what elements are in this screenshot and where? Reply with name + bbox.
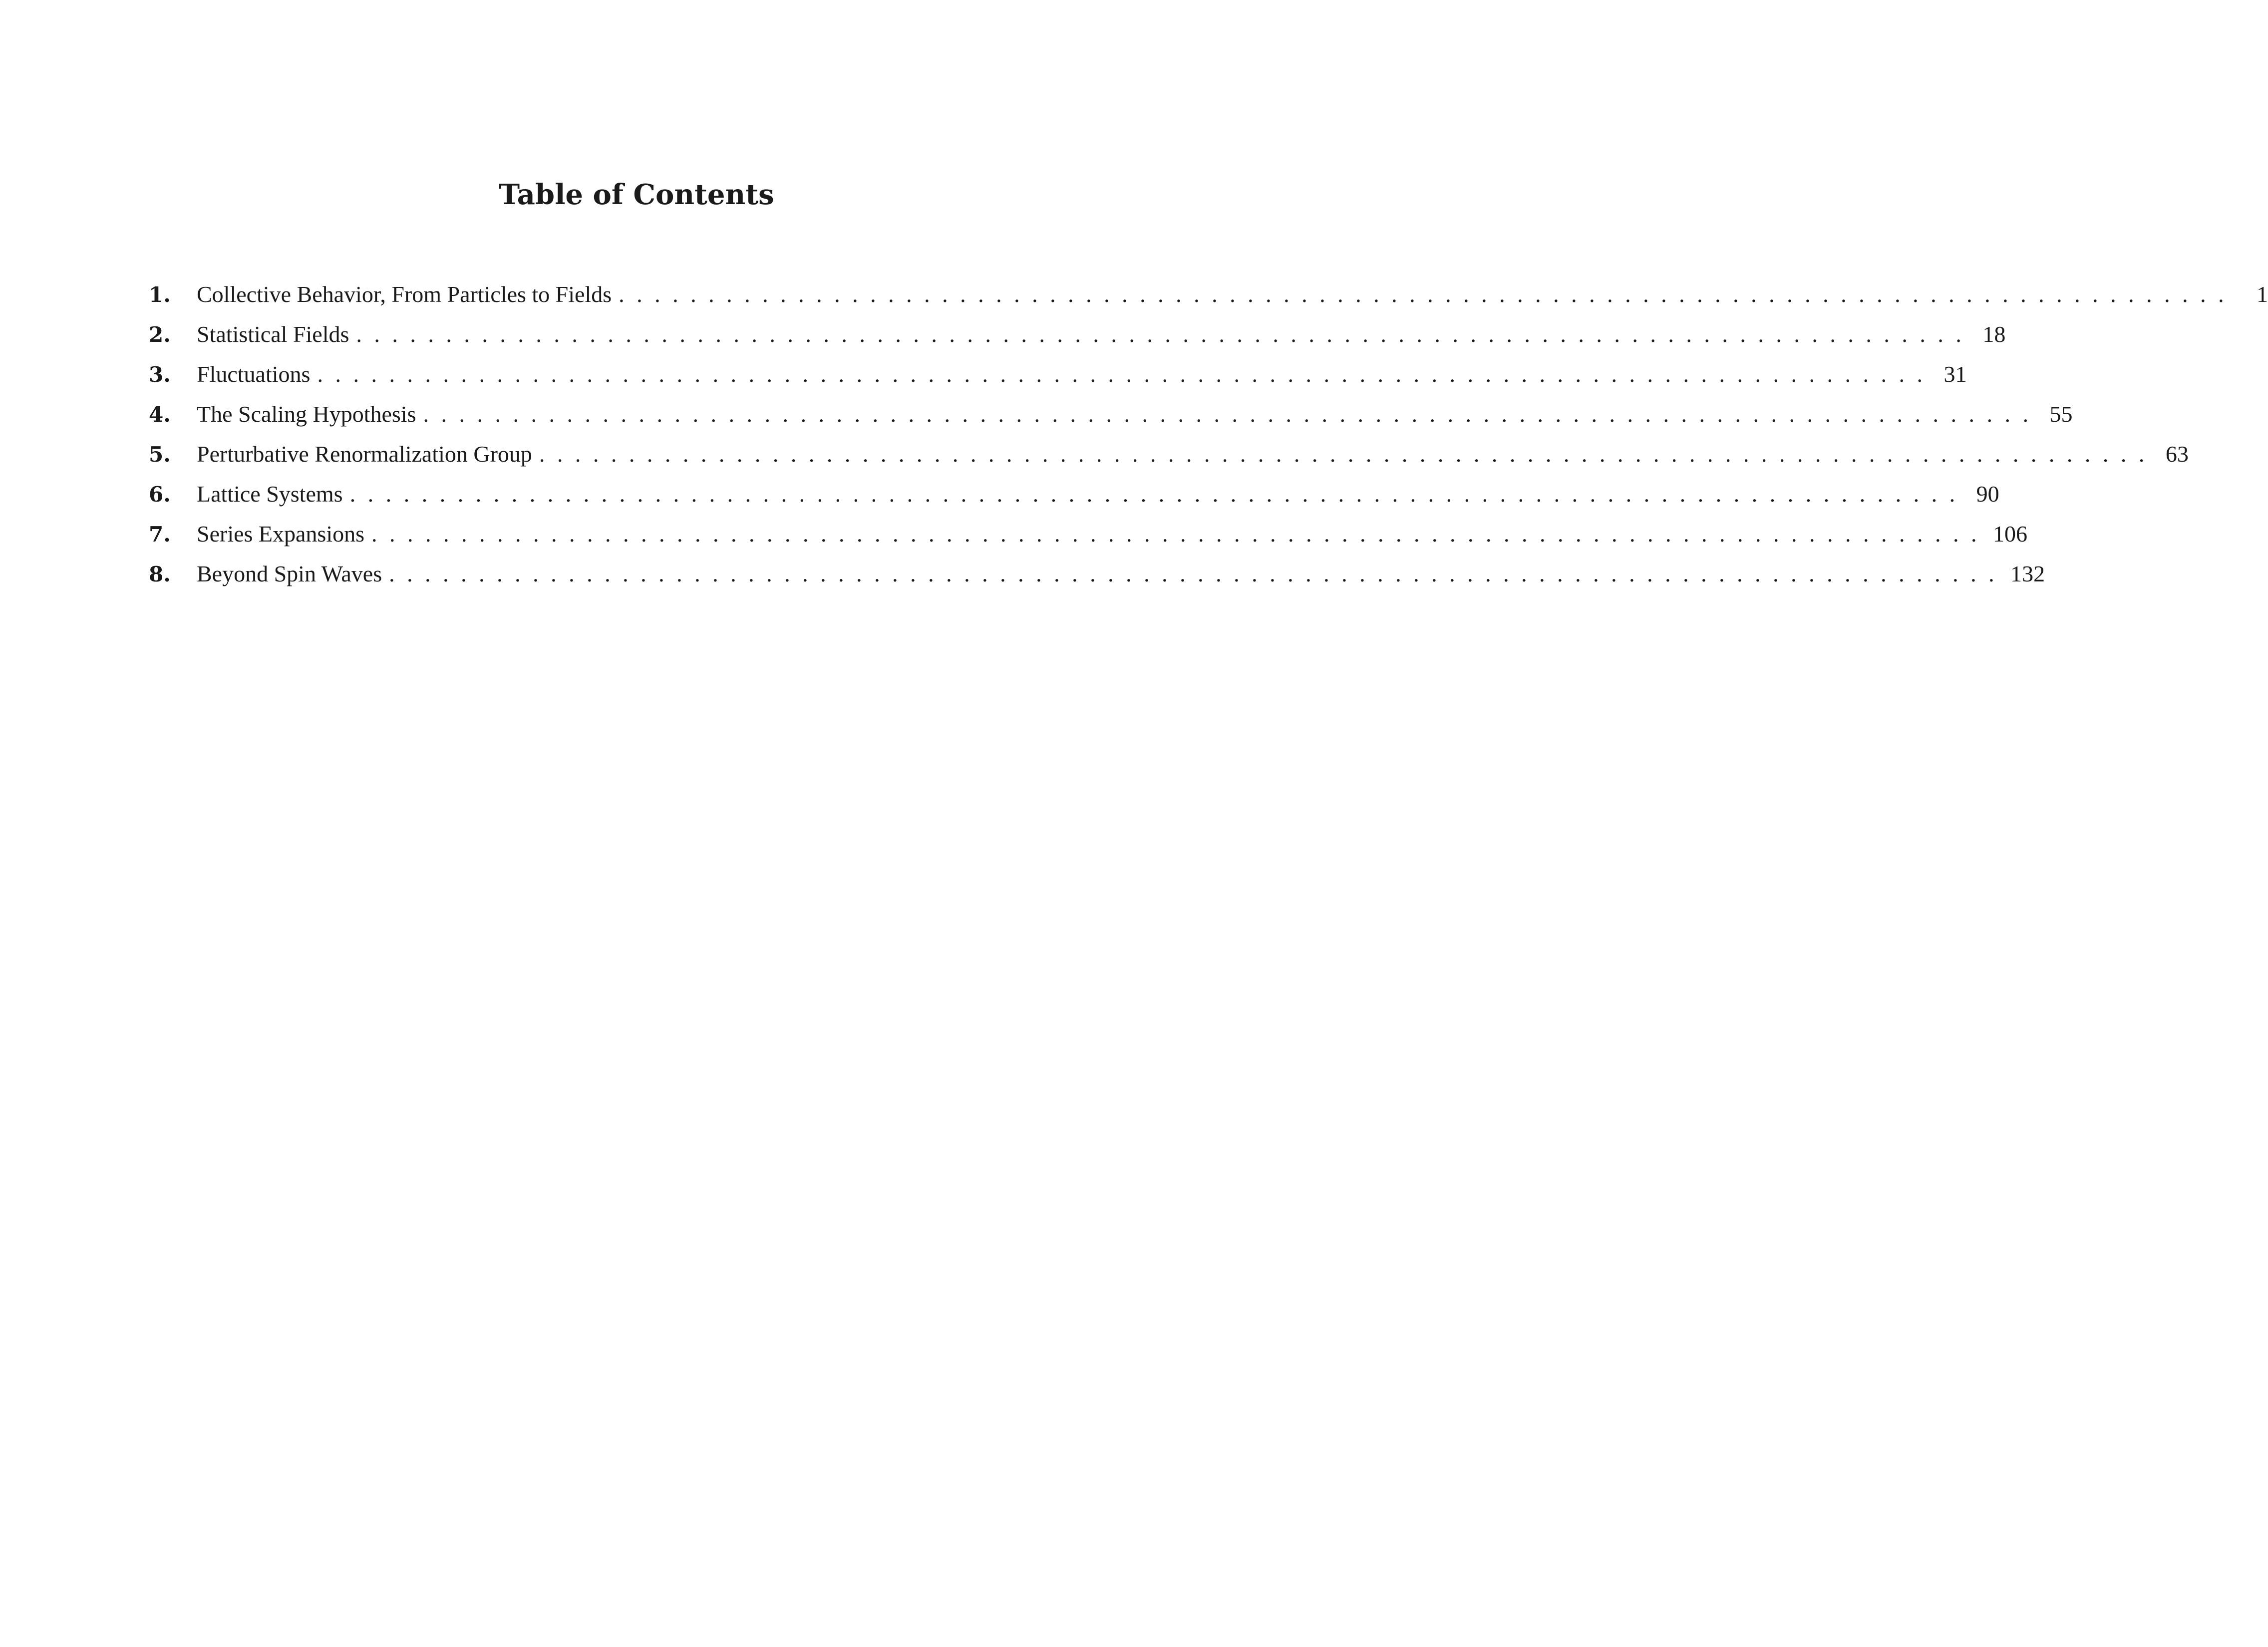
toc-entry-number: 5. [149,442,171,467]
toc-entry-title: Series Expansions [197,521,365,547]
toc-entry [149,514,2028,554]
toc-dot-leader: .......................................................................................... [423,401,2041,427]
toc-dot-leader: .......................................................................................... [619,281,2237,307]
toc-entry [149,434,2189,474]
toc-entry [149,554,2045,594]
toc-entry-page: 90 [1976,481,1999,507]
toc-dot-leader: .......................................................................................... [349,481,1967,507]
toc-entry-page: 55 [2049,401,2073,427]
toc-entry [149,314,2006,354]
toc-entry-number: 1. [149,282,171,307]
toc-entry-title: Lattice Systems [197,481,343,507]
toc-entry-title: Statistical Fields [197,321,349,347]
toc-entry-title: Perturbative Renormalization Group [197,441,532,467]
toc-entry-title: Collective Behavior, From Particles to Fields [197,281,612,307]
toc-dot-leader: .......................................................................................... [317,361,1935,387]
toc-dot-leader: .......................................................................................... [356,321,1974,347]
toc-entry-page: 106 [1993,521,2028,547]
toc-entry-page: 132 [2010,561,2045,586]
toc-dot-leader: .......................................................................................... [371,521,1989,547]
toc-entry [149,354,1967,394]
toc-entry-title: Fluctuations [197,361,311,387]
toc-entry-number: 4. [149,402,171,427]
toc-entry-number: 8. [149,562,171,586]
toc-dot-leader: .......................................................................................... [539,441,2157,467]
toc-entry-number: 7. [149,522,171,547]
toc-dot-leader: .......................................................................................... [389,561,2007,586]
toc-entry-number: 2. [149,322,171,347]
toc-entry-number: 6. [149,482,171,507]
toc-entry-number: 3. [149,362,171,387]
toc-entry-page: 31 [1944,361,1967,387]
toc-entry [149,274,2268,314]
toc-entry-page: 63 [2165,441,2189,467]
toc-entry [149,474,1999,514]
toc-entry-page: 18 [1982,321,2006,347]
toc-entry-page: 1 [2257,281,2268,307]
toc-entry [149,394,2073,434]
table-of-contents [149,274,2268,594]
toc-entry-title: The Scaling Hypothesis [197,401,416,427]
page-title: Table of Contents [499,178,774,211]
toc-entry-title: Beyond Spin Waves [197,561,382,586]
